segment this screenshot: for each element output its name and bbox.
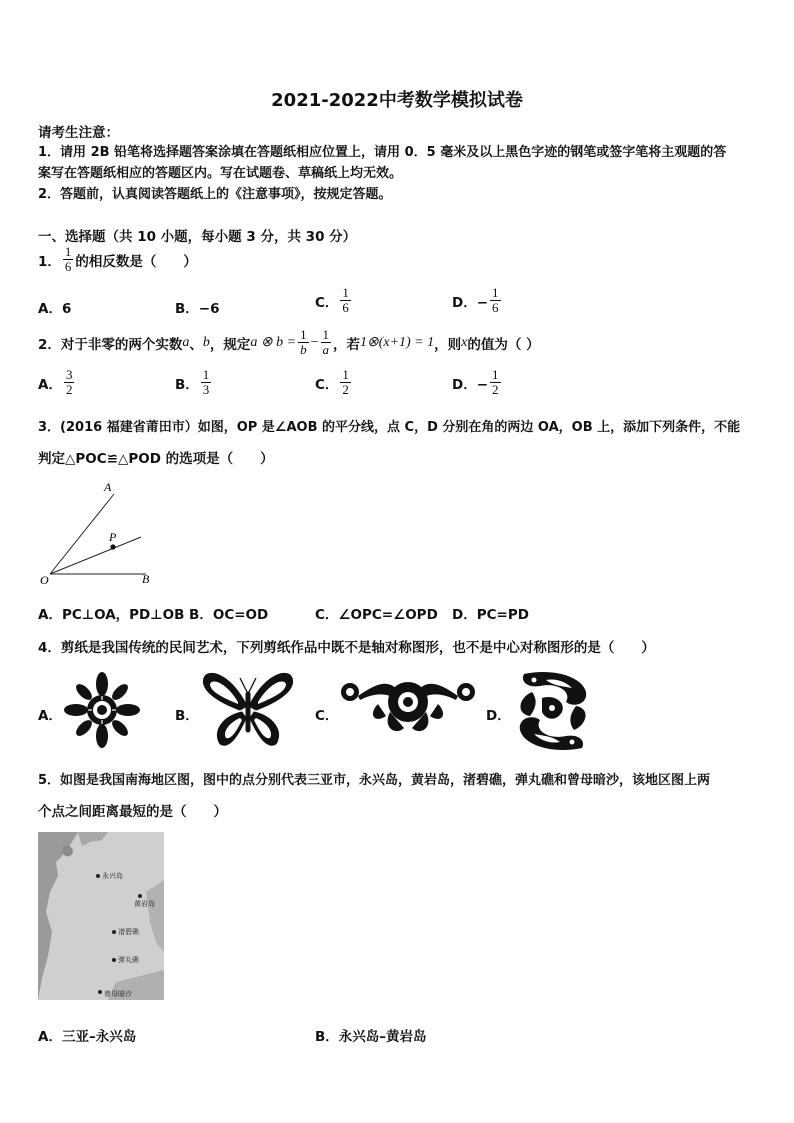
q1-option-d[interactable]: D．− $\frac{1}{6}$ <box>452 285 499 315</box>
q5-option-a[interactable]: A．三亚–永兴岛 <box>38 1029 137 1045</box>
fraction: $\frac{1}{6}$ <box>342 285 349 315</box>
map-point <box>112 930 116 934</box>
papercut-floral-spray-image[interactable] <box>338 672 478 740</box>
q4-option-b-label[interactable]: B． <box>175 708 199 724</box>
question-number: 1． <box>38 253 61 270</box>
fraction: $\frac{1}{a}$ <box>322 327 329 357</box>
coastline-west <box>38 832 78 1000</box>
fraction: $\frac{1}{b}$ <box>300 327 307 357</box>
label-p: P <box>109 530 117 544</box>
question-3-line-2: 判定△POC≌△POD 的选项是（ ） <box>38 451 274 467</box>
label-a: A <box>104 480 112 494</box>
q2-option-d[interactable]: D．− $\frac{1}{2}$ <box>452 367 499 397</box>
ray-op <box>50 537 141 574</box>
notice-heading: 请考生注意： <box>38 125 119 141</box>
fraction: $\frac{1}{6}$ <box>492 285 499 315</box>
question-1 <box>38 245 197 274</box>
q1-option-c[interactable]: C． $\frac{1}{6}$ <box>315 285 349 315</box>
q2-option-b[interactable]: B． $\frac{1}{3}$ <box>175 367 210 397</box>
coastline-east <box>146 880 164 952</box>
map-label: 永兴岛 <box>102 872 123 880</box>
q3-option-c[interactable]: C．∠OPC=∠OPD <box>315 607 438 623</box>
q1-option-b[interactable]: B．−6 <box>175 301 220 317</box>
q3-option-d[interactable]: D．PC=PD <box>452 607 529 623</box>
q4-option-c-label[interactable]: C． <box>315 708 339 724</box>
angle-bisector-figure <box>38 478 158 588</box>
map-point <box>112 958 116 962</box>
section-heading: 一、选择题（共 10 小题，每小题 3 分，共 30 分） <box>38 229 357 245</box>
south-china-sea-map <box>38 832 164 1000</box>
notice-line-2: 案写在答题纸相应的答题区内。写在试题卷、草稿纸上均无效。 <box>38 166 403 181</box>
point-p <box>110 544 115 549</box>
notice-line-3: 2．答题前，认真阅读答题纸上的《注意事项》，按规定答题。 <box>38 187 392 202</box>
map-label: 曾母暗沙 <box>104 990 132 998</box>
papercut-butterfly-image[interactable] <box>200 668 296 750</box>
notice-line-1: 1．请用 2B 铅笔将选择题答案涂填在答题纸相应位置上，请用 0．5 毫米及以上黑色字迹的钢笔或签字笔将主观题的答 <box>38 145 727 160</box>
map-label: 弹丸礁 <box>118 956 139 964</box>
map-point <box>138 894 142 898</box>
map-graphic <box>38 832 164 1000</box>
q4-option-a-label[interactable]: A． <box>38 708 62 724</box>
q5-option-b[interactable]: B．永兴岛–黄岩岛 <box>315 1029 427 1045</box>
question-2: 2．对于非零的两个实数 a 、 b ，规定 a ⊗ b = $\frac{1}{b}$ − $\frac{1}{a}$ ，若 1⊗(x+1) = 1 ，则 x 的值为（ ） <box>38 327 540 357</box>
question-5-line-2: 个点之间距离最短的是（ ） <box>38 804 227 820</box>
page-title: 2021-2022中考数学模拟试卷 <box>271 90 523 111</box>
q4-option-d-label[interactable]: D． <box>486 708 511 724</box>
question-text: 的相反数是（ ） <box>75 253 197 270</box>
fraction: $\frac{1}{3}$ <box>202 367 210 397</box>
q2-option-a[interactable]: A． $\frac{3}{2}$ <box>38 367 73 397</box>
papercut-flower-image[interactable] <box>62 670 142 750</box>
question-4: 4．剪纸是我国传统的民间艺术，下列剪纸作品中既不是轴对称图形，也不是中心对称图形的是（ ） <box>38 640 655 656</box>
q2-option-c[interactable]: C． $\frac{1}{2}$ <box>315 367 349 397</box>
label-o: O <box>40 573 49 587</box>
map-point <box>96 874 100 878</box>
hainan-island <box>62 846 72 857</box>
fraction: $\frac{1}{2}$ <box>342 367 349 397</box>
map-label: 渚碧礁 <box>118 928 139 936</box>
q1-option-a[interactable]: A．6 <box>38 301 72 317</box>
map-label: 黄岩岛 <box>134 900 155 908</box>
question-5-line-1: 5．如图是我国南海地区图，图中的点分别代表三亚市，永兴岛，黄岩岛，渚碧礁，弹丸礁和曾母暗沙，该地区图上两 <box>38 773 711 788</box>
label-b: B <box>142 572 150 586</box>
q3-option-ab[interactable]: A．PC⊥OA，PD⊥OB B．OC=OD <box>38 607 269 623</box>
question-3-line-1: 3．(2016 福建省莆田市）如图，OP 是∠AOB 的平分线，点 C，D 分别在角的两边 OA，OB 上，添加下列条件，不能 <box>38 420 741 435</box>
fraction: $\frac{1}{2}$ <box>492 367 499 397</box>
papercut-fish-image[interactable] <box>512 668 594 754</box>
ray-oa <box>50 494 114 574</box>
coastline-north <box>78 832 108 846</box>
map-point <box>98 990 102 994</box>
fraction: $\frac{3}{2}$ <box>65 367 73 397</box>
fraction: $\frac{1}{6}$ <box>64 244 72 274</box>
